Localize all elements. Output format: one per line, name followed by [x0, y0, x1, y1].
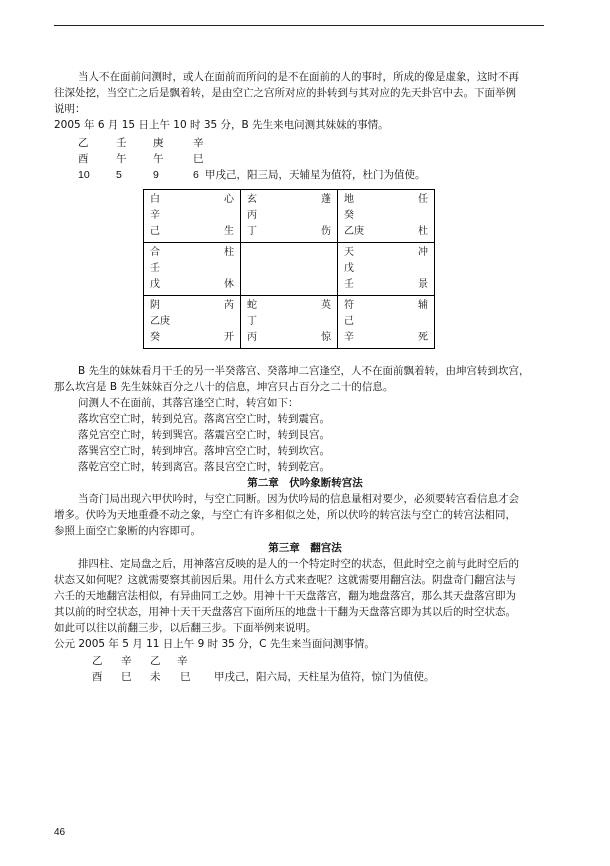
deity: 阴 [150, 300, 160, 311]
star: 蓬 [321, 194, 331, 205]
heaven-stem: 乙庚 [150, 316, 170, 327]
rule-line: 落巽宫空亡时，转到坤宫。落坤宫空亡时，转到坎宫。 [78, 445, 330, 457]
header-rule [54, 25, 544, 26]
paragraph-line: 说明： [54, 103, 86, 115]
branch: 午 [116, 153, 127, 165]
number: 5 [116, 169, 122, 181]
palace-cell [144, 243, 241, 296]
deity: 蛇 [247, 300, 257, 311]
case-line: 公元 2005 年 5 月 11 日上午 9 时 35 分，C 先生来当面问测事情。 [54, 638, 375, 650]
gate: 惊 [321, 332, 331, 343]
center-palace-cell [241, 243, 338, 296]
paragraph-line: 如此可以往以前翻三步，以后翻三步。下面举例来说明。 [54, 622, 317, 634]
four-pillars-branches [0, 670, 610, 684]
earth-stem: 癸 [150, 332, 160, 343]
earth-stem: 壬 [344, 279, 354, 290]
branch: 酉 [78, 153, 89, 165]
paragraph-line: 六壬的天地翻宫法相似，有异曲同工之妙。用神十干天盘落宫，翻为地盘落宫，那么其天盘落宫即为 [54, 590, 516, 602]
gate: 死 [418, 332, 428, 343]
star: 芮 [224, 300, 234, 311]
earth-stem: 乙庚 [344, 226, 364, 237]
palace-cell [338, 243, 435, 296]
star: 柱 [224, 247, 234, 258]
rule-line: 落乾宫空亡时，转到离宫。落艮宫空亡时，转到乾宫。 [78, 461, 330, 473]
ju-text: 甲戌己，阳六局，天柱星为值符，惊门为值使。 [214, 671, 435, 683]
star: 英 [321, 300, 331, 311]
stem: 辛 [193, 137, 204, 149]
star: 心 [224, 194, 234, 205]
gate: 休 [224, 279, 234, 290]
gate: 生 [224, 226, 234, 237]
four-pillars-stems [0, 654, 610, 668]
palace-cell [241, 296, 338, 349]
stem: 辛 [121, 655, 132, 667]
paragraph-line: 问测人不在面前，其落宫逢空亡时，转宫如下： [78, 397, 299, 409]
palace-cell [241, 190, 338, 243]
earth-stem: 己 [150, 226, 160, 237]
star: 冲 [418, 247, 428, 258]
star: 任 [418, 194, 428, 205]
paragraph-line: 增多。伏吟为天地重叠不动之象，与空亡有许多相似之处，所以伏吟的转宫法与空亡的转宫法相同， [54, 509, 516, 521]
branch: 巳 [193, 153, 204, 165]
heaven-stem: 丁 [247, 316, 257, 327]
ju-text: 甲戌己，阳三局，天辅星为值符，杜门为值使。 [205, 169, 426, 181]
palace-cell [338, 190, 435, 243]
heaven-stem: 癸 [344, 210, 354, 221]
branch: 巳 [180, 671, 191, 683]
chapter-title: 第二章 伏吟象断转宫法 [247, 477, 363, 489]
four-pillars-branches [0, 152, 610, 166]
earth-stem: 丁 [247, 226, 257, 237]
gate: 伤 [321, 226, 331, 237]
rule-line: 落兑宫空亡时，转到巽宫。落震宫空亡时，转到艮宫。 [78, 429, 330, 441]
palace-cell [144, 190, 241, 243]
four-pillars-stems [0, 136, 610, 150]
earth-stem: 戊 [150, 279, 160, 290]
heaven-stem: 辛 [150, 210, 160, 221]
paragraph-line: 其以前的时空状态，用神十天干天盘落宫下面所压的地盘十干翻为天盘落宫即为其以后的时空状态。 [54, 606, 516, 618]
deity: 天 [344, 247, 354, 258]
gate: 开 [224, 332, 234, 343]
deity: 白 [150, 194, 160, 205]
stem: 乙 [150, 655, 161, 667]
paragraph-line: 那么坎宫是 B 先生妹妹百分之八十的信息，坤宫只占百分之二十的信息。 [54, 381, 394, 393]
chapter-title: 第三章 翻宫法 [268, 542, 342, 554]
rule-line: 落坎宫空亡时，转到兑宫。落离宫空亡时，转到震宫。 [78, 413, 330, 425]
paragraph-line: 当奇门局出现六甲伏吟时，与空亡同断。因为伏吟局的信息量相对要少，必须要转宫看信息才会 [78, 493, 519, 505]
deity: 符 [344, 300, 354, 311]
number: 9 [153, 169, 159, 181]
paragraph-line: 往深处挖，当空亡之后是飘着转，是由空亡之宫所对应的卦转到与其对应的先天卦宫中去。下面举例 [54, 87, 516, 99]
case-line: 2005 年 6 月 15 日上午 10 时 35 分，B 先生来电问测其妹妹的事情。 [54, 119, 389, 131]
gate: 景 [418, 279, 428, 290]
earth-stem: 辛 [344, 332, 354, 343]
star: 辅 [418, 300, 428, 311]
deity: 合 [150, 247, 160, 258]
number: 6 [193, 169, 199, 181]
paragraph-line: 参照上面空亡象断的内容即可。 [54, 525, 201, 537]
branch: 午 [153, 153, 164, 165]
number: 10 [78, 169, 90, 181]
heaven-stem: 己 [344, 316, 354, 327]
palace-cell [144, 296, 241, 349]
gate: 杜 [418, 226, 428, 237]
stem: 壬 [116, 137, 127, 149]
earth-stem: 丙 [247, 332, 257, 343]
deity: 地 [344, 194, 354, 205]
deity: 玄 [247, 194, 257, 205]
heaven-stem: 壬 [150, 263, 160, 274]
paragraph-line: 当人不在面前问测时，或人在面前而所问的是不在面前的人的事时，所成的像是虚象，这时不再 [78, 71, 519, 83]
stem: 乙 [78, 137, 89, 149]
four-pillars-numbers [0, 168, 610, 182]
paragraph-line: 排四柱、定局盘之后，用神落宫反映的是人的一个特定时空的状态，但此时空之前与此时空后的 [78, 558, 519, 570]
qimen-chart [143, 189, 435, 349]
branch: 酉 [92, 671, 103, 683]
stem: 庚 [153, 137, 164, 149]
stem: 乙 [92, 655, 103, 667]
page-number: 46 [54, 827, 66, 838]
branch: 巳 [121, 671, 132, 683]
paragraph-line: B 先生的妹妹看月干壬的另一半癸落宫、癸落坤二宫逢空，人不在面前飘着转，由坤宫转到坎宫， [78, 365, 530, 377]
branch: 未 [150, 671, 161, 683]
palace-cell [338, 296, 435, 349]
heaven-stem: 丙 [247, 210, 257, 221]
stem: 辛 [177, 655, 188, 667]
heaven-stem: 戊 [344, 263, 354, 274]
paragraph-line: 状态又如何呢？这就需要察其前因后果。用什么方式来查呢？这就需要用翻宫法。阴盘奇门翻宫法与 [54, 574, 516, 586]
